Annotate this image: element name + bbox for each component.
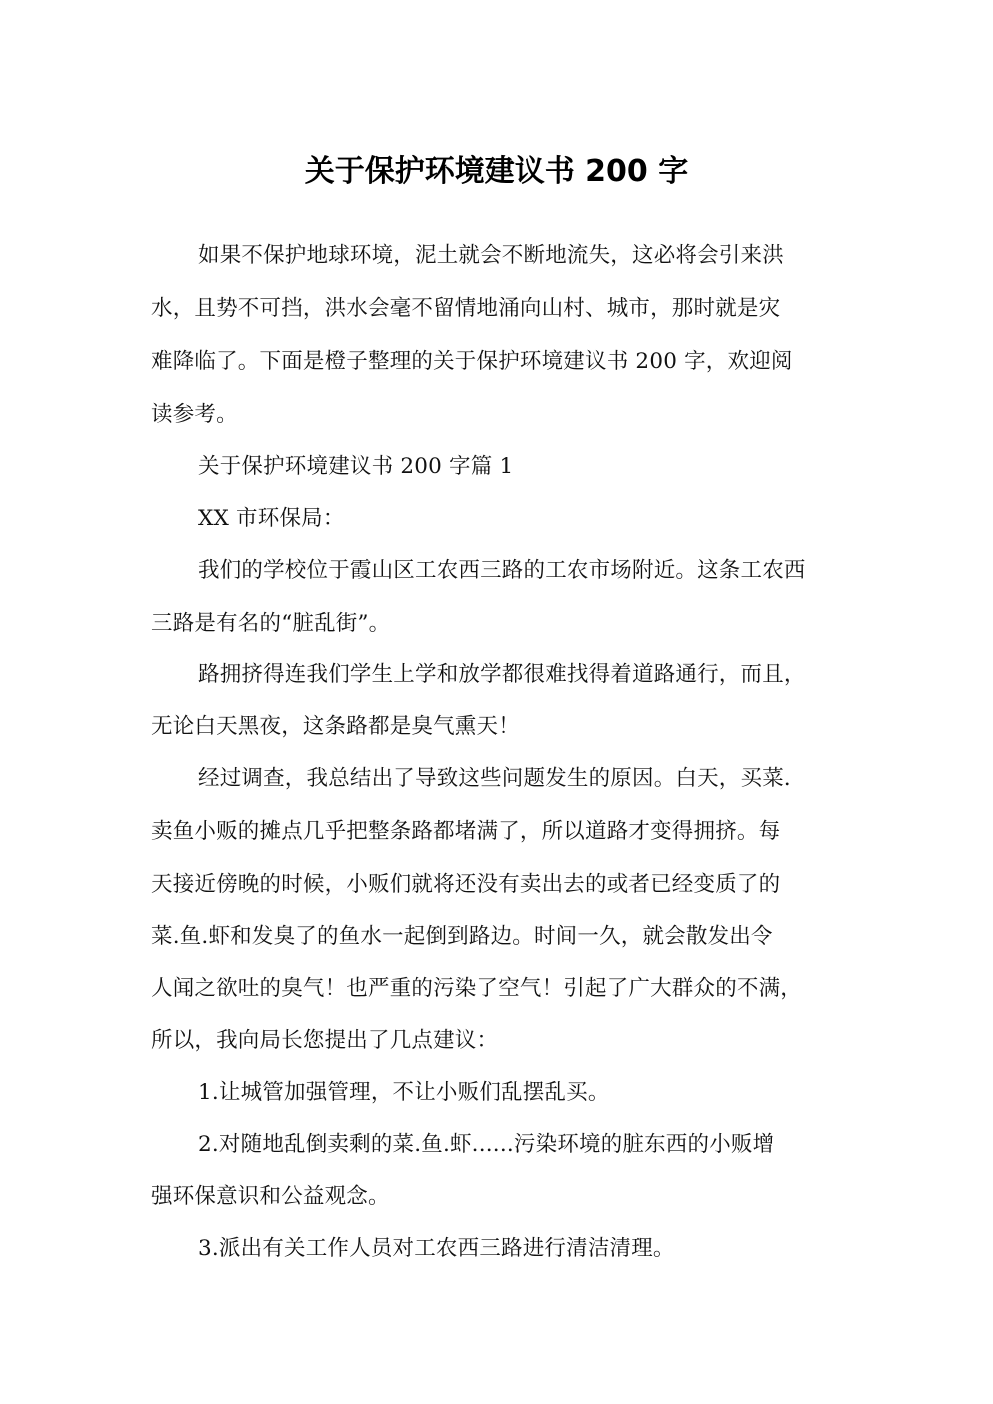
- text-line: 人闻之欲吐的臭气！也严重的污染了空气！引起了广大群众的不满，: [151, 976, 803, 1001]
- text-line: 经过调查，我总结出了导致这些问题发生的原因。白天，买菜．: [198, 766, 806, 791]
- salutation: XX 市环保局：: [198, 506, 345, 531]
- section-heading: 关于保护环境建议书 200 字篇 1: [198, 454, 514, 479]
- text-line: 强环保意识和公益观念。: [151, 1184, 390, 1209]
- list-item: 3.派出有关工作人员对工农西三路进行清洁清理。: [198, 1236, 675, 1261]
- text-line: 卖鱼小贩的摊点几乎把整条路都堵满了，所以道路才变得拥挤。每: [151, 819, 781, 844]
- text-line: 菜.鱼.虾和发臭了的鱼水一起倒到路边。时间一久，就会散发出令: [151, 924, 773, 949]
- text-line: 我们的学校位于霞山区工农西三路的工农市场附近。这条工农西: [198, 558, 806, 583]
- text-line: 三路是有名的“脏乱街”。: [151, 611, 391, 636]
- text-line: 所以，我向局长您提出了几点建议：: [151, 1028, 499, 1053]
- text-line: 如果不保护地球环境，泥土就会不断地流失，这必将会引来洪: [198, 243, 784, 268]
- text-line: 读参考。: [151, 402, 238, 427]
- list-item: 1.让城管加强管理，不让小贩们乱摆乱买。: [198, 1080, 610, 1105]
- text-line: 难降临了。下面是橙子整理的关于保护环境建议书 200 字，欢迎阅: [151, 349, 793, 374]
- document-title: 关于保护环境建议书 200 字: [304, 154, 689, 189]
- text-line: 无论白天黑夜，这条路都是臭气熏天！: [151, 714, 520, 739]
- list-item: 2.对随地乱倒卖剩的菜.鱼.虾......污染环境的脏东西的小贩增: [198, 1132, 775, 1157]
- text-line: 天接近傍晚的时候，小贩们就将还没有卖出去的或者已经变质了的: [151, 872, 781, 897]
- text-line: 水，且势不可挡，洪水会毫不留情地涌向山村、城市，那时就是灾: [151, 296, 781, 321]
- text-line: 路拥挤得连我们学生上学和放学都很难找得着道路通行，而且，: [198, 662, 806, 687]
